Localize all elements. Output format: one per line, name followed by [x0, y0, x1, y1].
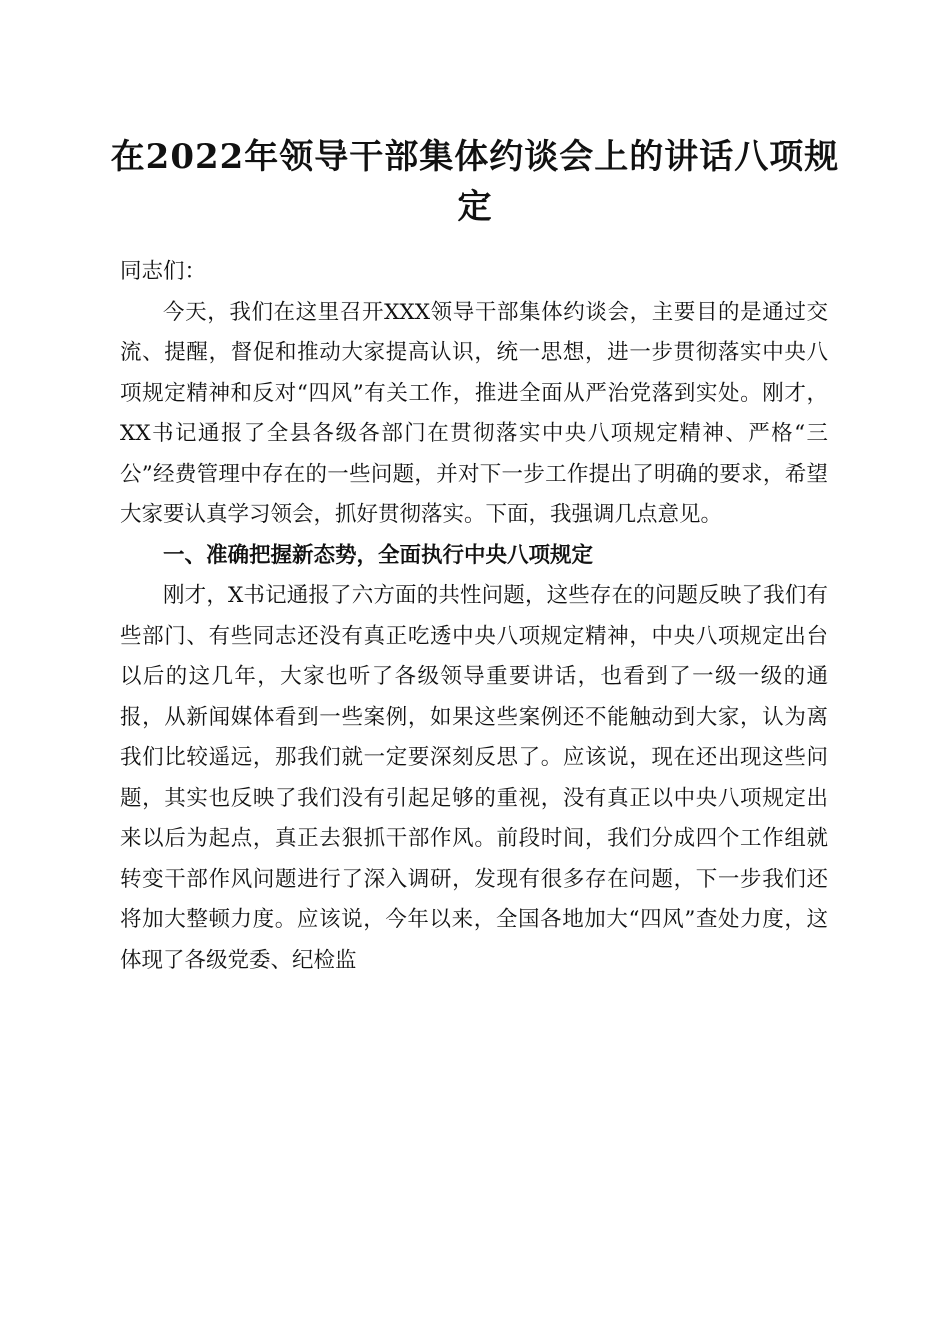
- document-body: [120, 252, 828, 981]
- paragraph-intro: 今天，我们在这里召开XXX领导干部集体约谈会，主要目的是通过交流、提醒，督促和推动大家提高认识，统一思想，进一步贯彻落实中央八项规定精神和反对“四风”有关工作，推进全面从严治党落到实处。刚才，XX书记通报了全县各级各部门在贯彻落实中央八项规定精神、严格“三公”经费管理中存在的一些问题，并对下一步工作提出了明确的要求，希望大家要认真学习领会，抓好贯彻落实。下面，我强调几点意见。: [120, 299, 828, 527]
- paragraph-section-1: 刚才，X书记通报了六方面的共性问题，这些存在的问题反映了我们有些部门、有些同志还没有真正吃透中央八项规定精神，中央八项规定出台以后的这几年，大家也听了各级领导重要讲话，也看到了一级一级的通报，从新闻媒体看到一些案例，如果这些案例还不能触动到大家，认为离我们比较遥远，那我们就一定要深刻反思了。应该说，现在还出现这些问题，其实也反映了我们没有引起足够的重视，没有真正以中央八项规定出来以后为起点，真正去狠抓干部作风。前段时间，我们分成四个工作组就转变干部作风问题进行了深入调研，发现有很多存在问题，下一步我们还将加大整顿力度。应该说，今年以来，全国各地加大“四风”查处力度，这体现了各级党委、纪检监: [120, 583, 828, 973]
- section-heading-1: 一、准确把握新态势，全面执行中央八项规定: [163, 542, 594, 568]
- document-title: 在2022年领导干部集体约谈会上的讲话八项规定: [110, 137, 840, 227]
- salutation: 同志们：: [120, 259, 207, 284]
